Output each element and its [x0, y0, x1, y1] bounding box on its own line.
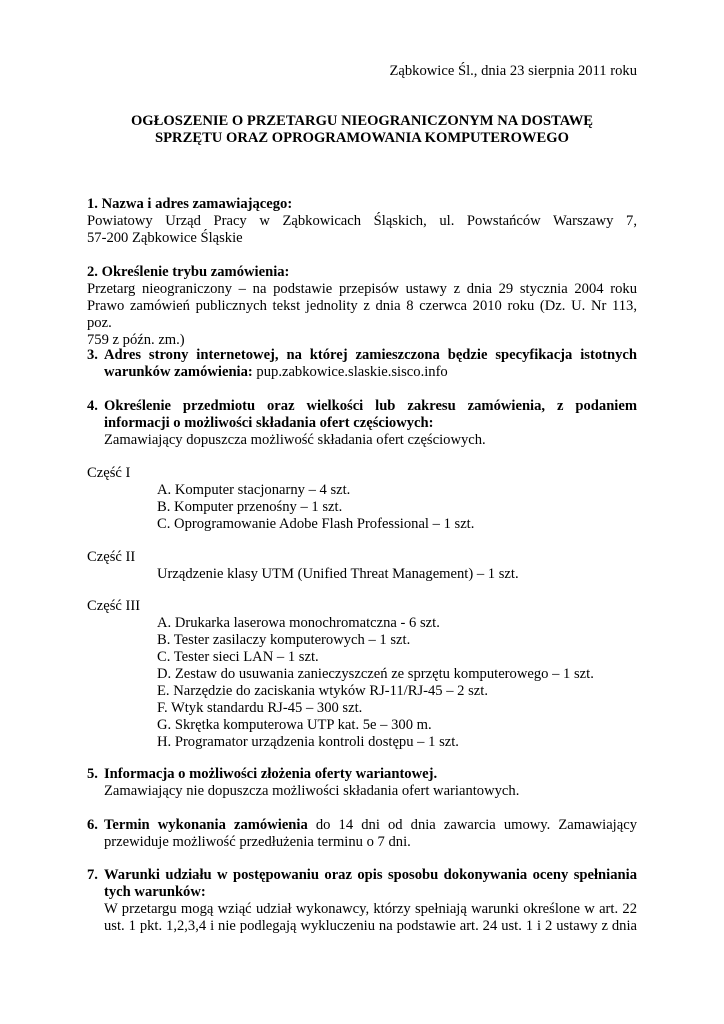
section-1 [87, 196, 637, 247]
part-1-item-a: A. Komputer stacjonarny – 4 szt. [157, 482, 351, 498]
section-6-heading: Termin wykonania zamówienia [104, 817, 308, 833]
section-7-line-2: tych warunków: [104, 884, 206, 900]
section-4-line-3: Zamawiający dopuszcza możliwość składania ofert częściowych. [104, 432, 486, 448]
part-3-list [157, 615, 594, 751]
part-3-item-g: G. Skrętka komputerowa UTP kat. 5e – 300 m. [157, 717, 432, 733]
section-3 [87, 347, 637, 381]
section-1-line-2: 57-200 Ząbkowice Śląskie [87, 230, 243, 246]
part-1-label: Część I [87, 465, 131, 481]
section-6-number: 6. [87, 817, 98, 833]
section-6-line-2: przewiduje możliwość przedłużenia terminu o 7 dni. [104, 834, 411, 850]
section-5-text: Zamawiający nie dopuszcza możliwości składania ofert wariantowych. [104, 783, 520, 799]
section-6-line-1: do 14 dni od dnia zawarcia umowy. Zamawiający [307, 817, 637, 833]
section-2-heading: 2. Określenie trybu zamówienia: [87, 264, 290, 280]
section-5-heading: Informacja o możliwości złożenia oferty wariantowej. [104, 766, 438, 782]
section-5-number: 5. [87, 766, 98, 782]
section-4-line-1: Określenie przedmiotu oraz wielkości lub zakresu zamówienia, z podaniem [104, 398, 637, 414]
part-3-item-c: C. Tester sieci LAN – 1 szt. [157, 649, 319, 665]
part-2-list [157, 566, 519, 583]
section-4-number: 4. [87, 398, 98, 414]
section-7 [87, 867, 637, 935]
part-1-list [157, 482, 474, 533]
section-4 [87, 398, 637, 449]
section-5 [87, 766, 637, 800]
part-3-item-f: F. Wtyk standardu RJ-45 – 300 szt. [157, 700, 363, 716]
section-1-line-1: Powiatowy Urząd Pracy w Ząbkowicach Śląskich, ul. Powstańców Warszawy 7, [87, 213, 637, 229]
section-6 [87, 817, 637, 851]
section-3-number: 3. [87, 347, 98, 363]
title-line-1: OGŁOSZENIE O PRZETARGU NIEOGRANICZONYM NA DOSTAWĘ [130, 113, 594, 129]
part-2-label: Część II [87, 549, 136, 565]
section-4-line-2: informacji o możliwości składania ofert częściowych: [104, 415, 434, 431]
part-1-item-b: B. Komputer przenośny – 1 szt. [157, 499, 343, 515]
section-7-line-1: Warunki udziału w postępowaniu oraz opis sposobu dokonywania oceny spełniania [104, 867, 637, 883]
section-2-line-3: 759 z późn. zm.) [87, 332, 185, 348]
section-7-line-4: ust. 1 pkt. 1,2,3,4 i nie podlegają wykluczeniu na podstawie art. 24 ust. 1 i 2 ustawy z dnia [104, 918, 637, 934]
document-title [87, 113, 637, 147]
section-7-line-3: W przetargu mogą wziąć udział wykonawcy, którzy spełniają warunki określone w art. 22 [104, 901, 637, 917]
part-3-label: Część III [87, 598, 141, 614]
part-2-item: Urządzenie klasy UTM (Unified Threat Management) – 1 szt. [157, 566, 519, 582]
section-3-url: pup.zabkowice.slaskie.sisco.info [252, 364, 448, 380]
part-3-item-d: D. Zestaw do usuwania zanieczyszczeń ze sprzętu komputerowego – 1 szt. [157, 666, 594, 682]
part-3-item-e: E. Narzędzie do zaciskania wtyków RJ-11/RJ-45 – 2 szt. [157, 683, 488, 699]
title-line-2: SPRZĘTU ORAZ OPROGRAMOWANIA KOMPUTEROWEGO [155, 130, 569, 146]
section-2-line-1: Przetarg nieograniczony – na podstawie przepisów ustawy z dnia 29 stycznia 2004 roku [87, 281, 637, 297]
section-3-line-1: Adres strony internetowej, na której zamieszczona będzie specyfikacja istotnych [104, 347, 637, 363]
date-line: Ząbkowice Śl., dnia 23 sierpnia 2011 roku [389, 63, 637, 79]
section-1-heading: 1. Nazwa i adres zamawiającego: [87, 196, 293, 212]
part-3-item-h: H. Programator urządzenia kontroli dostępu – 1 szt. [157, 734, 459, 750]
section-2 [87, 264, 637, 349]
section-3-label: warunków zamówienia: [104, 364, 253, 380]
section-7-number: 7. [87, 867, 98, 883]
part-3-item-b: B. Tester zasilaczy komputerowych – 1 szt. [157, 632, 411, 648]
section-2-line-2: Prawo zamówień publicznych tekst jednolity z dnia 8 czerwca 2010 roku (Dz. U. Nr 113, poz. [87, 298, 637, 331]
part-3-item-a: A. Drukarka laserowa monochromatczna - 6 szt. [157, 615, 440, 631]
part-1-item-c: C. Oprogramowanie Adobe Flash Professional – 1 szt. [157, 516, 475, 532]
